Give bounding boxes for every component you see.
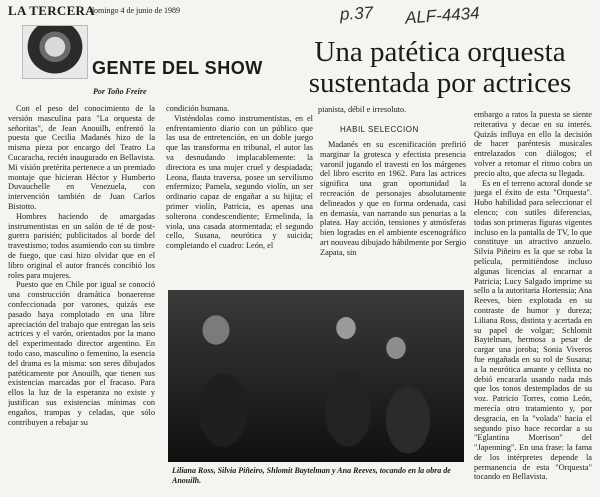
orchestra-photo	[168, 290, 464, 462]
paragraph: Con el peso del conocimiento de la versión masculina para "La orquesta de señoritas", de Jean Anouilh, enfrentó la puesta que Cecilia Madanés hizo de la misma pieza por encargo del Teatro La Cucaracha, recién inaugurado en Bellavista. Mi visión pretérita pertenece a un premiado montaje que hicieran Héctor y Humberto Duvauchelle en Venezuela, con intervención también de Juan Carlos Bistotto.	[8, 104, 155, 211]
article-column-3	[320, 140, 466, 285]
byline: Por Toño Freire	[93, 87, 147, 96]
paragraph: embargo a ratos la puesta se siente reiterativa y decae en su interés. Quizás influya en ello la decisión de hacer paréntesis musicales entrelazados con diálogos; el volver a retomar el ritmo cobra un precio alto, que afecta su llegada.	[474, 110, 592, 178]
handwritten-page-note: p.37	[339, 3, 374, 24]
columnist-portrait	[22, 25, 88, 79]
publication-date: domingo 4 de junio de 1989	[90, 6, 180, 15]
paragraph: Puesto que en Chile por igual se conoció una construcción dramática bonaerense confeccionada por varones, quizás ese pasado haya complotado en una libre apreciación del trabajo que entregan las seis actrices y el varón, orientados por la mano del experimentado director argentino. En todo caso, masculino o femenino, la esencia del drama es la misma: son seres dibujados patéticamente por Anouilh, que tienen sus existencias marcadas por el fracaso. Para ellos la luz de la esperanza no existe y justifican sus existencias mínimas con engaños, trampas y celadas, que sólo contribuyen a rebajar su	[8, 280, 155, 427]
headline-line-1: Una patética orquesta	[314, 36, 566, 68]
newspaper-masthead: LA TERCERA	[8, 3, 95, 18]
article-column-2	[166, 104, 313, 280]
article-column-1	[8, 104, 155, 496]
paragraph: Es en el terreno actoral donde se juega el éxito de esta "Orquesta". Hubo habilidad para seleccionar el elenco; con sutiles diferencias, todas son primeras figuras vigentes incluso en la pantalla de TV, lo que constituye un atractivo anzuelo. Silvia Piñeiro es la que se roba la película, permitiéndose incluso algunas licencias al encarnar a Patricia; Lucy Salgado imprime su sello a la autoritaria Hortensia; Ana Reeves, bien explotada en su contraste de humor y dureza; Liliana Ross, distinta y acertada en su papel de volgar; Schlomit Baytelman, hermosa a pesar de cargar una joroba; Sonia Viveros fue engañada en su rol de Susana; a la neurótica amante y cellista no debió encararla usando nada más que los tonos destemplados de su voz. Patricio Torres, como León, merecía otro tratamiento y, por desgracia, en la "volada" hacia el segundo piso hace recordar a su "Eglantina Morrison" del "Japenning". En una frase: la fama de los intérpretes depende la permanencia de esta "Orquesta" tocando en Bellavista.	[474, 178, 592, 482]
article-column-3-lead: pianista, débil e irresoluto.	[318, 105, 407, 114]
paragraph: Hombres haciendo de amargadas instrumentistas en un salón de té de post-guerra parisién; publicitados al borde del travestismo; todos asumiendo con su timbre de fuego, que casi hizo olvidar que en el libro original el autor francés concibió los roles para mujeres.	[8, 211, 155, 280]
photo-caption: Liliana Ross, Silvia Piñeiro, Shlomit Baytelman y Ana Reeves, tocando en la obra de Anouilh.	[172, 466, 451, 485]
paragraph: Madanés en su escenificación prefirió marginar la grotesca y efectista presencia varonil jugando el travesti en los márgenes del libro escrito en 1962. Para las actrices significa una gran oportunidad la recreación de personajes absolutamente delineados y que en forma ordenada, casi en demasía, van narrando sus penurias a la platea. Hay acción, tensiones y atmósferas bien logradas en el ambiente escenográfico art nouveau dibujado hábilmente por Sergio Zapata, sin	[320, 140, 466, 257]
article-headline	[285, 37, 595, 99]
handwritten-archive-code: ALF-4434	[404, 3, 481, 28]
headline-line-2: sustentada por actrices	[308, 67, 572, 99]
column-title: GENTE DEL SHOW	[92, 58, 263, 78]
article-column-4	[474, 110, 592, 496]
section-subhead: HABIL SELECCION	[340, 125, 419, 134]
paragraph: condición humana.	[166, 104, 230, 113]
paragraph: Visténdolas como instrumentistas, en el enfrentamiento diario con un público que las usa de entretención, en un doble juego que las transforma en tribunal, el autor las va desnudando implacablemente: la directora es una mujer cruel y despiadada; Leona, flauta traversa, posee un servilismo enfermizo; Pamela, segundo violín, un ser ordinario capaz de engañar a su hijita; el primer violín, Patricia, es apenas una solterona condescendiente; Ermelinda, la viola, una casada atormentada; el segundo cello, Susana, neurótica y suicida; completando el cuadro: León, el	[166, 113, 313, 251]
